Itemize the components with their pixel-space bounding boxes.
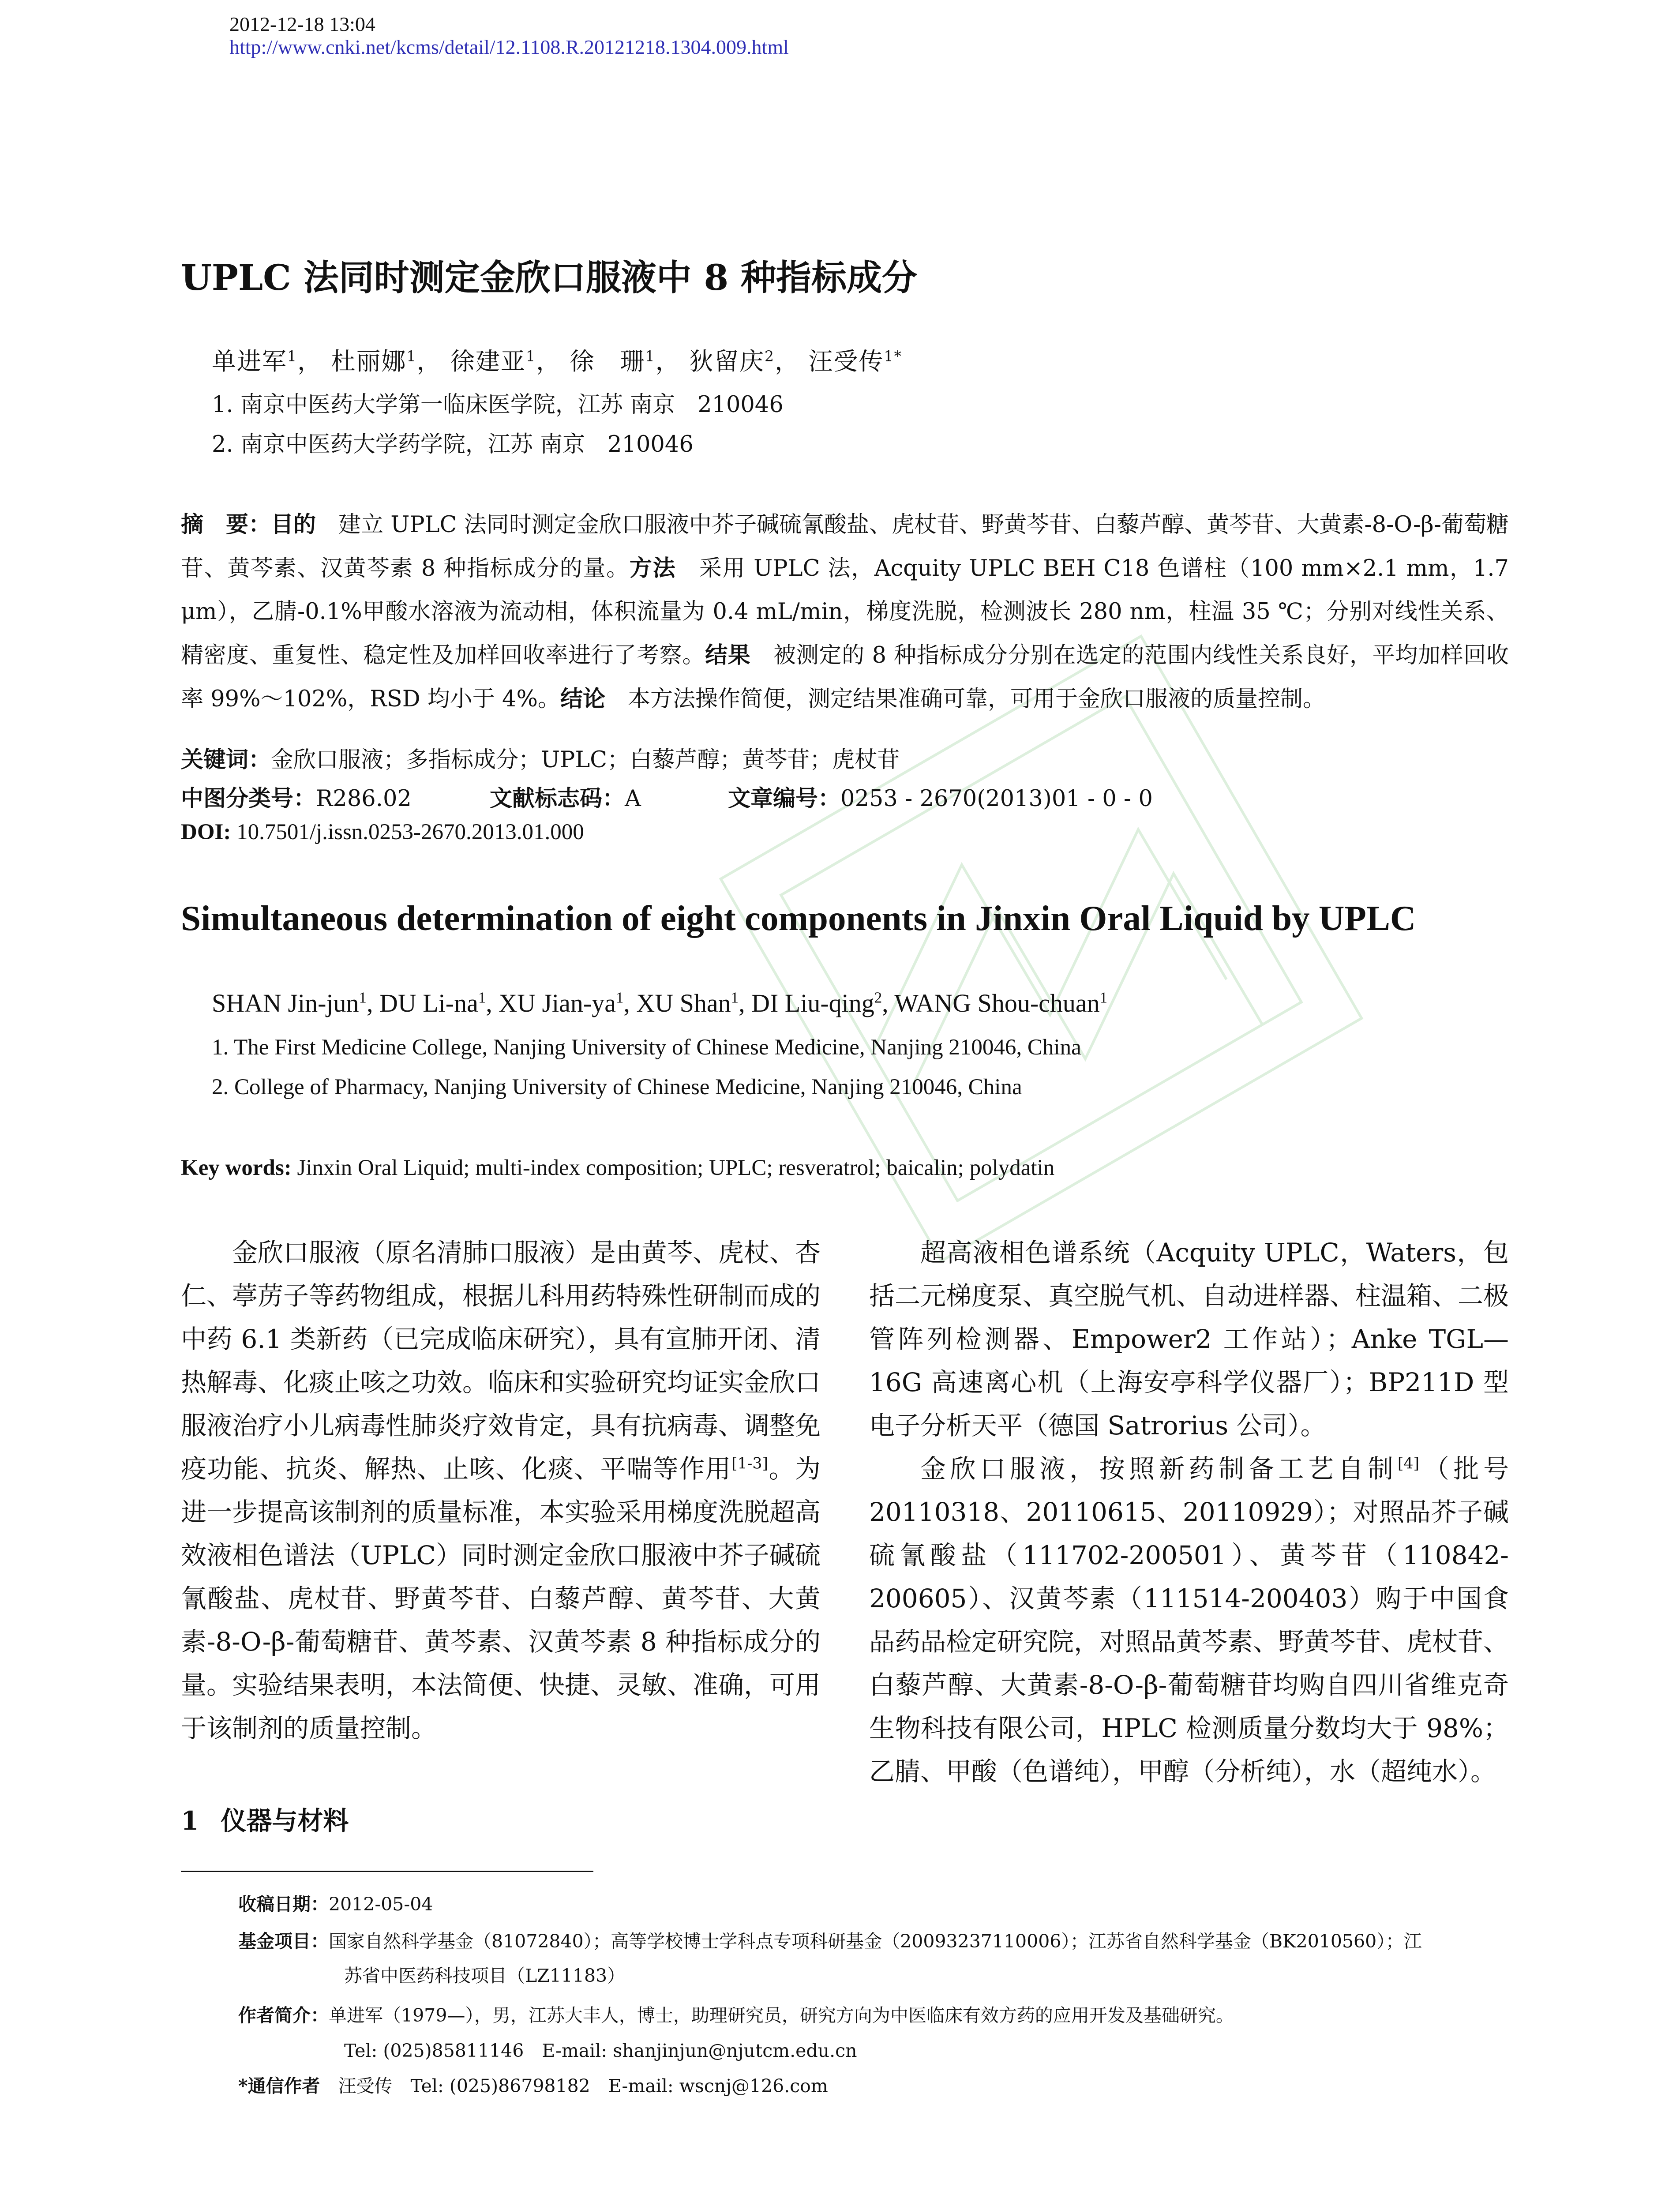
keywords-en-text: Jinxin Oral Liquid; multi-index composition; UPLC; resveratrol; baicalin; polydatin xyxy=(291,1156,1055,1180)
classification-line xyxy=(181,780,1153,813)
doc-code-label: 文献标志码： xyxy=(490,785,625,812)
conclusion-label: 结论 xyxy=(560,686,605,712)
affiliation-en-1: 1. The First Medicine College, Nanjing University of Chinese Medicine, Nanjing 210046, China xyxy=(212,1035,1081,1060)
doi-value[interactable]: 10.7501/j.issn.0253-2670.2013.01.000 xyxy=(236,820,584,844)
intro-paragraph: 金欣口服液（原名清肺口服液）是由黄芩、虎杖、杏仁、葶苈子等药物组成，根据儿科用药特殊性研制而成的中药 6.1 类新药（已完成临床研究），具有宣肺开闭、清热解毒、化痰止咳之功效。临床和实验研究均证实金欣口服液治疗小儿病毒性肺炎疗效肯定，具有抗病毒、调整免疫功能、抗炎、解热、止咳、化痰、平喘等作用[1-3]。为进一步提高该制剂的质量标准，本实验采用梯度洗脱超高效液相色谱法（UPLC）同时测定金欣口服液中芥子碱硫氰酸盐、虎杖苷、野黄芩苷、白藜芦醇、黄芩苷、大黄素-8-O-β-葡萄糖苷、黄芩素、汉黄芩素 8 种指标成分的量。实验结果表明，本法简便、快捷、灵敏、准确，可用于该制剂的质量控制。 xyxy=(181,1238,821,1743)
title-cn: UPLC 法同时测定金欣口服液中 8 种指标成分 xyxy=(181,257,918,298)
instruments-paragraph: 超高液相色谱系统（Acquity UPLC，Waters，包括二元梯度泵、真空脱气机、自动进样器、柱温箱、二极管阵列检测器、Empower2 工作站）；Anke TGL—16G 高速离心机（上海安亭科学仪器厂）；BP211D 型电子分析天平（德国 Satrorius 公司）。 xyxy=(869,1238,1509,1441)
footnote-author: 作者简介：单进军（1979—），男，江苏大丰人，博士，助理研究员，研究方向为中医临床有效方药的应用开发及基础研究。 xyxy=(238,2005,1234,2026)
article-no-label: 文章编号： xyxy=(728,785,841,812)
footnote-author-contact: Tel: (025)85811146 E-mail: shanjinjun@njutcm.edu.cn xyxy=(344,2040,857,2061)
doc-code-value: A xyxy=(625,786,641,812)
body-left-column xyxy=(181,1231,821,1750)
section-title: 仪器与材料 xyxy=(221,1806,349,1836)
abstract-cn xyxy=(181,503,1509,721)
clc-value: R286.02 xyxy=(316,786,412,812)
footnote-fund: 基金项目：国家自然科学基金（81072840）；高等学校博士学科点专项科研基金（20093237110006）；江苏省自然科学基金（BK2010560）；江 xyxy=(238,1931,1422,1952)
method-label: 方法 xyxy=(629,555,676,582)
author-en: DU Li-na xyxy=(379,989,478,1017)
author-en: XU Shan xyxy=(636,989,731,1017)
result-label: 结果 xyxy=(705,642,751,668)
clc-label: 中图分类号： xyxy=(181,785,316,812)
keywords-cn xyxy=(181,741,900,774)
author-en: WANG Shou-chuan xyxy=(894,989,1100,1017)
citation: [1-3] xyxy=(731,1455,769,1473)
authors-cn: 单进军$^1$， 杜丽娜$^1$， 徐建亚$^1$， 徐 珊$^1$， 狄留庆$^2$， 汪受传$^{1*}$ xyxy=(212,347,903,375)
download-timestamp: 2012-12-18 13:04 xyxy=(229,13,375,35)
footnote-fund-cont: 苏省中医药科技项目（LZ11183） xyxy=(344,1965,626,1986)
author-cn: 徐建亚 xyxy=(450,347,526,375)
author-cn: 汪受传 xyxy=(808,347,884,375)
author-en: DI Liu-qing xyxy=(751,989,874,1017)
author-cn: 徐 珊 xyxy=(570,347,645,375)
materials-paragraph: 金欣口服液，按照新药制备工艺自制[4]（批号 20110318、20110615、20110929）；对照品芥子碱硫氰酸盐（111702-200501）、黄芩苷（110842-200605）、汉黄芩素（111514-200403）购于中国食品药品检定研究院，对照品黄芩素、野黄芩苷、虎杖苷、白藜芦醇、大黄素-8-O-β-葡萄糖苷均购自四川省维克奇生物科技有限公司，HPLC 检测质量分数均大于 98%；乙腈、甲酸（色谱纯），甲醇（分析纯），水（超纯水）。 xyxy=(869,1454,1509,1786)
conclusion-text: 本方法操作简便，测定结果准确可靠，可用于金欣口服液的质量控制。 xyxy=(605,686,1325,712)
footnote-received: 收稿日期：2012-05-04 xyxy=(238,1894,433,1915)
author-en: XU Jian-ya xyxy=(499,989,616,1017)
objective-text: 建立 UPLC 法同时测定金欣口服液中芥子碱硫氰酸盐、虎杖苷、野黄芩苷、白藜芦醇、黄芩苷、大黄素-8-O-β-葡萄糖苷、黄芩素、汉黄芩素 8 种指标成分的量。 xyxy=(181,512,1509,582)
keywords-label: 关键词： xyxy=(181,747,271,773)
author-cn: 狄留庆 xyxy=(689,347,765,375)
method-text: 采用 UPLC 法，Acquity UPLC BEH C18 色谱柱（100 mm×2.1 mm，1.7 μm），乙腈-0.1%甲酸水溶液为流动相，体积流量为 0.4 mL/min，梯度洗脱，检测波长 280 nm，柱温 35 ℃；分别对线性关系、精密度、重复性、稳定性及加样回收率进行了考察。 xyxy=(181,555,1509,668)
abstract-label: 摘 要： xyxy=(181,511,271,538)
author-cn: 单进军 xyxy=(212,347,288,375)
footnote-corresponding: *通信作者 汪受传 Tel: (025)86798182 E-mail: wscnj@126.com xyxy=(238,2075,828,2097)
affiliation-en-2: 2. College of Pharmacy, Nanjing University of Chinese Medicine, Nanjing 210046, China xyxy=(212,1075,1022,1099)
article-no-value: 0253 - 2670(2013)01 - 0 - 0 xyxy=(840,786,1153,812)
section-heading-1 xyxy=(181,1800,349,1837)
keywords-en xyxy=(181,1155,1054,1181)
title-en: Simultaneous determination of eight components in Jinxin Oral Liquid by UPLC xyxy=(181,898,1416,938)
author-en: SHAN Jin-jun xyxy=(212,989,359,1017)
affiliation-cn-1: 1. 南京中医药大学第一临床医学院，江苏 南京 210046 xyxy=(212,392,784,418)
objective-label: 目的 xyxy=(271,511,316,538)
citation: [4] xyxy=(1397,1455,1420,1473)
keywords-en-label: Key words: xyxy=(181,1156,292,1180)
author-cn: 杜丽娜 xyxy=(331,347,407,375)
result-text: 被测定的 8 种指标成分分别在选定的范围内线性关系良好，平均加样回收率 99%～102%，RSD 均小于 4%。 xyxy=(181,642,1509,712)
source-url[interactable]: http://www.cnki.net/kcms/detail/12.1108.R.20121218.1304.009.html xyxy=(229,36,789,58)
doi-label: DOI: xyxy=(181,820,231,844)
section-number: 1 xyxy=(181,1806,199,1836)
keywords-text: 金欣口服液；多指标成分；UPLC；白藜芦醇；黄芩苷；虎杖苷 xyxy=(271,747,900,773)
doi-line xyxy=(181,819,584,845)
affiliation-cn-2: 2. 南京中医药大学药学院，江苏 南京 210046 xyxy=(212,431,694,458)
footnote-rule xyxy=(181,1871,593,1872)
body-right-column xyxy=(869,1231,1509,1793)
authors-en: SHAN Jin-jun$^1$, DU $Li-na^1$, XU Jian-$ya^1$, XU Shan$^1$, DI Liu-qing$^2$, WANG Shou-chuan$^1$ xyxy=(212,989,1108,1017)
